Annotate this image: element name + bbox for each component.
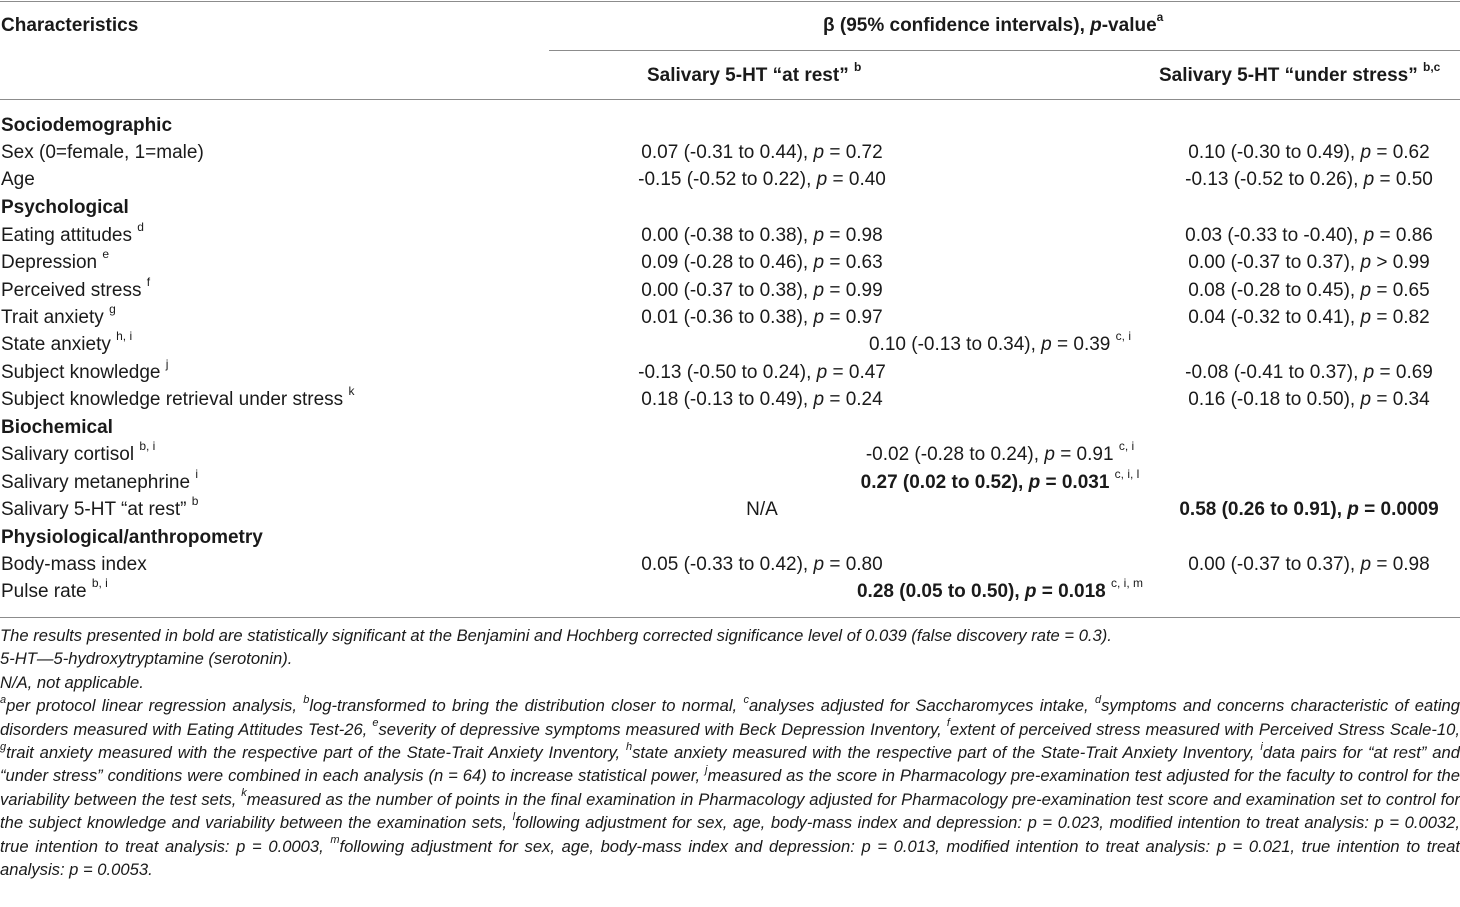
cell-under-stress: 0.00 (-0.37 to 0.37), p = 0.98 [1188, 554, 1430, 575]
table-row [0, 301, 1460, 331]
table-row [0, 356, 1460, 386]
cell-combined: 0.27 (0.02 to 0.52), p = 0.031 $^{c, i, l}$ [860, 466, 1140, 493]
cell-under-stress: -0.08 (-0.41 to 0.37), p = 0.69 [1185, 362, 1433, 383]
cell-at-rest: 0.18 (-0.13 to 0.49), p = 0.24 [641, 389, 883, 410]
section-row [0, 112, 1460, 139]
table-row [0, 246, 1460, 276]
note-abbrev-5ht: 5-HT—5-hydroxytryptamine (serotonin). [0, 649, 293, 669]
cell-under-stress: 0.08 (-0.28 to 0.45), p = 0.65 [1188, 280, 1430, 301]
cell-combined: 0.10 (-0.13 to 0.34), p = 0.39 $^{c, i}$ [868, 328, 1132, 355]
note-abbrev-na: N/A, not applicable. [0, 672, 144, 692]
table-row [0, 551, 1460, 578]
table-row [0, 438, 1460, 468]
row-label: Perceived stress $^f$ [1, 274, 151, 301]
cell-under-stress: 0.16 (-0.18 to 0.50), p = 0.34 [1188, 389, 1430, 410]
header-rule [0, 99, 1460, 100]
header-group-title: β (95% confidence intervals), p-value$^a$ [823, 9, 1164, 36]
row-label: Sex (0=female, 1=male) [1, 142, 204, 163]
bottom-rule [0, 617, 1460, 618]
cell-at-rest: 0.05 (-0.33 to 0.42), p = 0.80 [641, 554, 883, 575]
row-label: Salivary 5-HT “at rest” $^b$ [1, 493, 199, 520]
table-row [0, 493, 1460, 523]
row-label: Subject knowledge $^j$ [1, 356, 169, 383]
table-row [0, 575, 1460, 605]
header-characteristics: Characteristics [1, 15, 139, 36]
cell-under-stress: 0.04 (-0.32 to 0.41), p = 0.82 [1188, 307, 1430, 328]
cell-under-stress: 0.00 (-0.37 to 0.37), p > 0.99 [1188, 252, 1430, 273]
table-row [0, 328, 1460, 358]
cell-at-rest: -0.13 (-0.50 to 0.24), p = 0.47 [638, 362, 886, 383]
row-label: Salivary metanephrine $^i$ [1, 466, 198, 493]
row-label: Body-mass index [1, 554, 147, 575]
section-row [0, 194, 1460, 221]
cell-under-stress: 0.58 (0.26 to 0.91), p = 0.0009 [1179, 499, 1439, 520]
table-row [0, 466, 1460, 496]
cell-at-rest: -0.15 (-0.52 to 0.22), p = 0.40 [638, 169, 886, 190]
group-rule [549, 50, 1460, 51]
footnotes: $^a$per protocol linear regression analysis, $^b$log-transformed to bring the distribution closer to normal, $^c$analyses adjusted for Saccharomyces intake, $^d$symptoms and concerns characteristic of eating disorders measured with Eating Attitudes Test-26, $^e$severity of depressive symptoms measured with Beck Depression Inventory, $^f$extent of perceived stress measured with Perceived Stress Scale-10, $^g$trait anxiety measured with the respective part of the State-Trait Anxiety Inventory, $^h$state anxiety measured with the respective part of the State-Trait Anxiety Inventory, $^i$data pairs for “at rest” and “under stress” conditions were combined in each analysis (n = 64) to increase statistical power, $^j$measured as the score in Pharmacology pre-examination test adjusted for the faculty to control for the variability between the test sets, $^k$measured as the number of points in the final examination in Pharmacology adjusted for Pharmacology pre-examination test score and examination set to control for the subject knowledge and variability between the examination sets, $^l$following adjustment for sex, age, body-mass index and depression: p = 0.023, modified intention to treat analysis: p = 0.0032, true intention to treat analysis: p = 0.0003, $^m$following adjustment for sex, age, body-mass index and depression: p = 0.013, modified intention to treat analysis: p = 0.021, true intention to treat analysis: p = 0.0053. [0, 693, 1460, 880]
section-row [0, 524, 1460, 551]
row-label: State anxiety $^{h, i}$ [1, 328, 133, 355]
table-row [0, 139, 1460, 166]
cell-at-rest: 0.09 (-0.28 to 0.46), p = 0.63 [641, 252, 883, 273]
row-label: Subject knowledge retrieval under stress $^k$ [1, 383, 355, 410]
row-label: Age [1, 169, 35, 190]
cell-under-stress: -0.13 (-0.52 to 0.26), p = 0.50 [1185, 169, 1433, 190]
section-title: Physiological/anthropometry [1, 527, 263, 548]
section-title: Sociodemographic [1, 115, 173, 136]
row-label: Eating attitudes $^d$ [1, 219, 144, 246]
row-label: Depression $^e$ [1, 246, 110, 273]
cell-at-rest: N/A [746, 499, 778, 520]
table-row [0, 383, 1460, 413]
table-row [0, 219, 1460, 249]
table-notes [0, 624, 1460, 881]
table-row [0, 166, 1460, 193]
cell-at-rest: 0.01 (-0.36 to 0.38), p = 0.97 [641, 307, 883, 328]
header-col-at-rest: Salivary 5-HT “at rest” $^b$ [647, 59, 862, 86]
note-significance: The results presented in bold are statistically significant at the Benjamini and Hochberg corrected significance level of 0.039 (false discovery rate = 0.3). [0, 626, 1112, 645]
header-col-under-stress: Salivary 5-HT “under stress” $^{b,c}$ [1159, 59, 1441, 86]
row-label: Pulse rate $^{b, i}$ [1, 575, 108, 602]
table-row [0, 274, 1460, 304]
cell-at-rest: 0.00 (-0.37 to 0.38), p = 0.99 [641, 280, 883, 301]
section-title: Biochemical [1, 417, 113, 438]
cell-under-stress: 0.03 (-0.33 to -0.40), p = 0.86 [1185, 225, 1433, 246]
top-rule [0, 1, 1460, 2]
row-label: Trait anxiety $^g$ [1, 301, 116, 328]
section-row [0, 414, 1460, 441]
cell-at-rest: 0.00 (-0.38 to 0.38), p = 0.98 [641, 225, 883, 246]
cell-at-rest: 0.07 (-0.31 to 0.44), p = 0.72 [641, 142, 883, 163]
section-title: Psychological [1, 197, 129, 218]
cell-under-stress: 0.10 (-0.30 to 0.49), p = 0.62 [1188, 142, 1430, 163]
cell-combined: -0.02 (-0.28 to 0.24), p = 0.91 $^{c, i}$ [865, 438, 1135, 465]
cell-combined: 0.28 (0.05 to 0.50), p = 0.018 $^{c, i, m}$ [856, 575, 1144, 602]
row-label: Salivary cortisol $^{b, i}$ [1, 438, 156, 465]
